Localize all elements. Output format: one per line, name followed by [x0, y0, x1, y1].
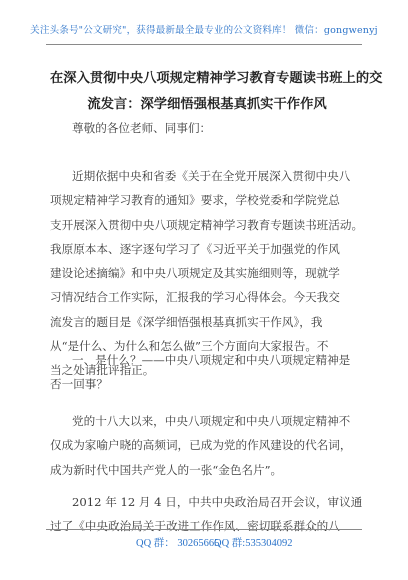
text-line: 过了《中央政治局关于改进工作作风、密切联系群众的八: [50, 519, 340, 534]
greeting: 尊敬的各位老师、同事们：: [72, 121, 212, 135]
text-line: 成为新时代中国共产党人的一张“金色名片”。: [50, 462, 283, 477]
footer-qq-group-2: QQ 群:535304092: [214, 538, 293, 549]
footer-divider: [46, 529, 362, 530]
text-line: 仅成为家喻户晓的高频词，已成为党的作风建设的代名词，: [50, 438, 352, 453]
text-line: 我原原本本、逐字逐句学习了《习近平关于加强党的作风: [50, 241, 340, 256]
text-line: 支开展深入贯彻中央八项规定精神学习教育专题读书班活动。: [50, 217, 364, 232]
text-line: 项规定精神学习教育的通知》要求，学校党委和学院党总: [50, 193, 340, 208]
header-divider: [46, 44, 362, 45]
footer-qq-group-1: QQ 群： 30265665: [136, 538, 220, 549]
footer: [0, 531, 408, 551]
text-line: 党的十八大以来，中央八项规定和中央八项规定精神不: [72, 414, 351, 428]
text-line: 从“是什么、为什么和怎么做”三个方面向大家报告。不: [50, 339, 329, 354]
section-heading-1: [50, 348, 362, 397]
text-line: 当之处请批评指正。: [50, 363, 155, 378]
text-line: 2012 年 12 月 4 日，中共中央政治局召开会议，审议通: [72, 495, 363, 509]
text-line: 建设论述摘编》和中央八项规定及其实施细则等，现就学: [50, 266, 340, 281]
title-line-1: 在深入贯彻中央八项规定精神学习教育专题读书班上的交: [50, 71, 383, 86]
paragraph-background: [50, 409, 362, 482]
header-note: 关注头条号"公文研究"，获得最新最全最专业的公文资料库！ 微信：gongwenyj: [30, 25, 378, 36]
text-line: 习情况结合工作实际，汇报我的学习心得体会。今天我交: [50, 290, 340, 305]
text-line: 一、是什么？——中央八项规定和中央八项规定精神是: [72, 353, 351, 367]
text-line: 流发言的题目是《深学细悟强根基真抓实干作风》，我: [50, 314, 323, 329]
document-title: [50, 66, 383, 118]
text-line: 近期依据中央和省委《关于在全党开展深入贯彻中央八: [72, 169, 351, 183]
text-line: 否一回事？: [50, 377, 108, 392]
title-line-2: 流发言：深学细悟强根基真抓实干作作风: [87, 97, 327, 112]
